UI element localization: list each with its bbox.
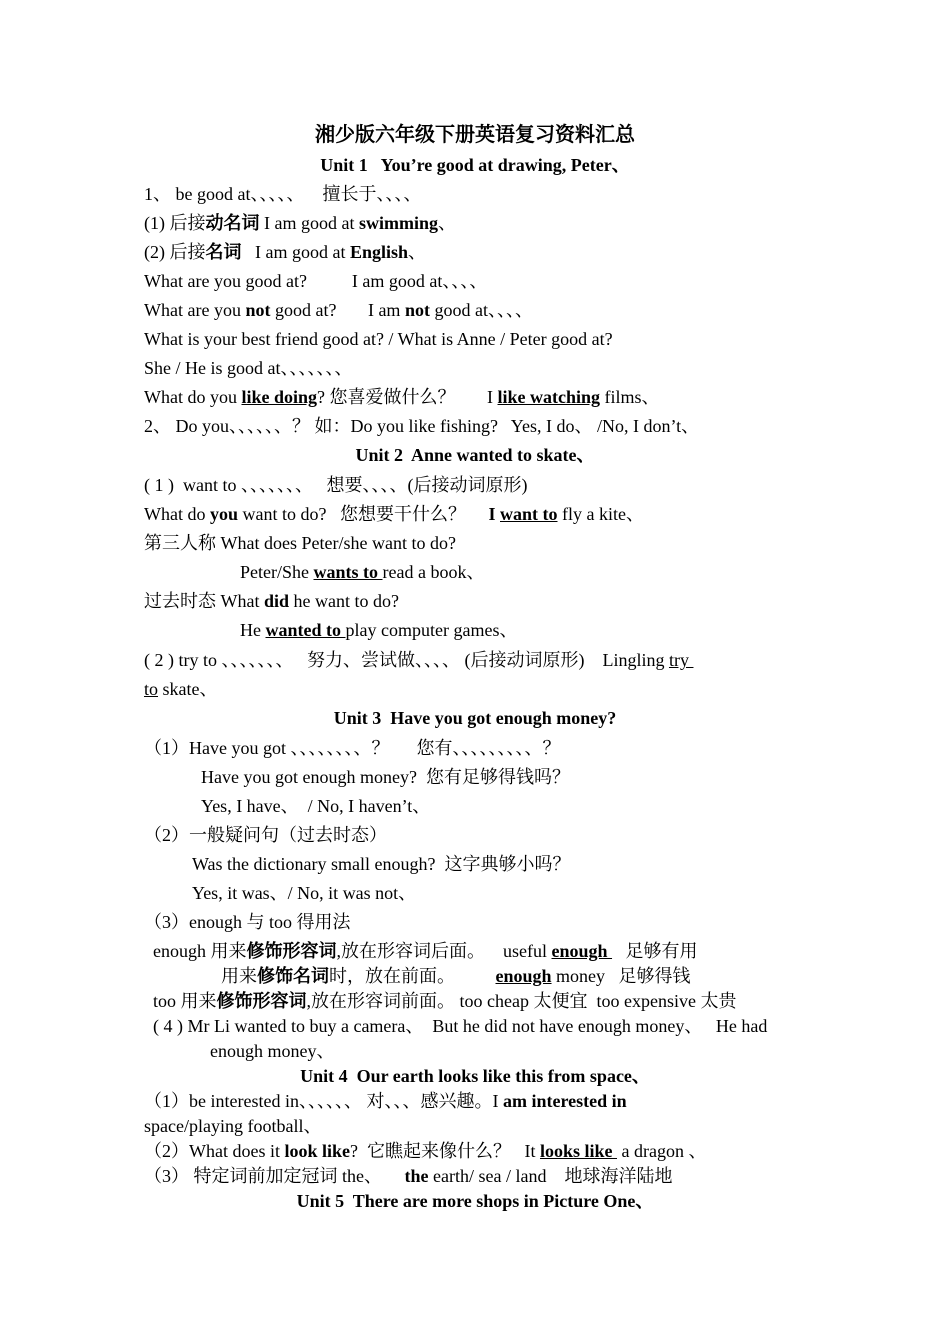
unit1-line-2 [144, 212, 456, 234]
unit1-line-4: What are you good at? I am good at、、、、 [144, 271, 488, 291]
unit3-line-3: Yes, I have、 / No, I haven’t、 [201, 796, 431, 816]
text: ,放在形容词前面。 too cheap 太便宜 too expensive 太贵 [306, 991, 737, 1011]
text: enough 用来 [153, 941, 247, 961]
text: money 足够得钱 [551, 966, 691, 986]
document-title: 湘少版六年级下册英语复习资料汇总 [315, 124, 635, 146]
unit3-line-6: Yes, it was、/ No, it was not、 [192, 883, 417, 903]
unit4-line-4 [144, 1165, 672, 1187]
text: 过去时态 What [144, 591, 264, 611]
text: swimming [358, 213, 438, 233]
text: looks like [539, 1141, 618, 1161]
unit2-line-6 [240, 619, 517, 641]
text: 修饰名词 [257, 966, 329, 986]
text: am interested in [502, 1091, 627, 1111]
unit3-line-8 [153, 940, 698, 962]
text: want to [500, 504, 558, 524]
text: want to do? 您想要干什么？ [238, 504, 489, 524]
unit2-heading: Unit 2 Anne wanted to skate、 [355, 445, 595, 465]
text: 修饰形容词 [246, 941, 337, 961]
text: （3） 特定词前加定冠词 the、 [144, 1166, 405, 1186]
text: 动名词 [205, 213, 260, 233]
text: not [404, 300, 430, 320]
text: enough [495, 966, 552, 986]
text: he want to do? [289, 591, 399, 611]
unit2-line-2 [144, 503, 644, 525]
unit3-line-1: （1）Have you got 、、、、、、、、？ 您有、、、、、、、、、？ [144, 738, 561, 758]
unit2-line-1: ( 1 ) want to 、、、、、、、 想要、、、、(后接动词原形) [144, 475, 528, 495]
text: look like [284, 1141, 350, 1161]
text: wants to [313, 562, 383, 582]
unit5-heading: Unit 5 There are more shops in Picture One、 [296, 1191, 654, 1211]
text: a dragon 、 [617, 1141, 707, 1161]
text: ,放在形容词后面。 useful [336, 941, 552, 961]
text: you [209, 504, 238, 524]
text: good at? I am [270, 300, 405, 320]
text: ? 您喜爱做什么？ I [317, 387, 498, 407]
unit3-line-12: enough money、 [210, 1041, 335, 1061]
text: the [404, 1166, 429, 1186]
text: to [144, 679, 159, 699]
text: ? 它瞧起来像什么？ It [350, 1141, 540, 1161]
text: like doing [241, 387, 318, 407]
text: He [240, 620, 266, 640]
text: What do you [144, 387, 242, 407]
text: English [349, 242, 409, 262]
unit3-line-9 [221, 965, 691, 987]
text: （1）be interested in、、、、、、 对、、、感兴趣。I [144, 1091, 503, 1111]
text: not [245, 300, 271, 320]
text: 、 [408, 242, 427, 262]
text: enough [551, 941, 613, 961]
unit2-line-8 [144, 678, 218, 700]
unit3-line-4: （2）一般疑问句（过去时态） [144, 825, 387, 845]
text: good at、、、、 [429, 300, 533, 320]
unit4-line-3 [144, 1140, 707, 1162]
unit1-line-9: 2、 Do you、、、、、、？ 如：Do you like fishing? Yes, I do、 /No, I don’t、 [144, 416, 700, 436]
text: 足够有用 [612, 941, 698, 961]
unit1-line-5 [144, 299, 533, 321]
unit1-line-6: What is your best friend good at? / What is Anne / Peter good at? [144, 329, 613, 349]
unit3-line-7: （3）enough 与 too 得用法 [144, 912, 351, 932]
unit3-line-10 [153, 990, 736, 1012]
text: What are you [144, 300, 246, 320]
text: wanted to [265, 620, 346, 640]
unit4-heading: Unit 4 Our earth looks like this from space、 [300, 1066, 650, 1086]
unit2-line-5 [144, 590, 399, 612]
unit3-line-5: Was the dictionary small enough? 这字典够小吗？ [192, 854, 571, 874]
text: (2) 后接 [144, 242, 206, 262]
text: like watching [497, 387, 601, 407]
text: play computer games、 [345, 620, 518, 640]
unit1-line-1: 1、 be good at、、、、、 擅长于、、、、 [144, 184, 422, 204]
unit2-line-4 [240, 561, 484, 583]
text: (1) 后接 [144, 213, 206, 233]
text: 修饰形容词 [216, 991, 307, 1011]
unit3-heading: Unit 3 Have you got enough money? [333, 708, 617, 728]
text: earth/ sea / land 地球海洋陆地 [428, 1166, 673, 1186]
text: 用来 [221, 966, 257, 986]
text: try [668, 650, 694, 670]
unit4-line-1 [144, 1090, 627, 1112]
unit4-line-2: space/playing football、 [144, 1116, 322, 1136]
text: skate、 [158, 679, 218, 699]
unit1-line-8 [144, 386, 660, 408]
text: 时，放在前面。 [329, 966, 496, 986]
unit3-line-2: Have you got enough money? 您有足够得钱吗？ [201, 767, 570, 787]
unit2-line-7 [144, 649, 693, 671]
text: 名词 [205, 242, 242, 262]
text: I am good at [259, 213, 359, 233]
text: read a book、 [382, 562, 485, 582]
text: What do [144, 504, 210, 524]
text: Peter/She [240, 562, 314, 582]
text: （2）What does it [144, 1141, 285, 1161]
unit1-line-3 [144, 241, 426, 263]
unit1-heading: Unit 1 You’re good at drawing, Peter、 [320, 155, 630, 175]
unit3-line-11: ( 4 ) Mr Li wanted to buy a camera、 But he did not have enough money、 He had [153, 1016, 768, 1036]
text: ( 2 ) try to 、、、、、、、 努力、尝试做、、、、 (后接动词原形) Lingling [144, 650, 669, 670]
text: did [263, 591, 290, 611]
text: I am good at [241, 242, 350, 262]
text: fly a kite、 [557, 504, 644, 524]
text: 、 [438, 213, 456, 233]
text: too 用来 [153, 991, 217, 1011]
unit1-line-7: She / He is good at、、、、、、、 [144, 358, 353, 378]
text: films、 [600, 387, 660, 407]
unit2-line-3: 第三人称 What does Peter/she want to do? [144, 533, 456, 553]
text: I [488, 504, 500, 524]
